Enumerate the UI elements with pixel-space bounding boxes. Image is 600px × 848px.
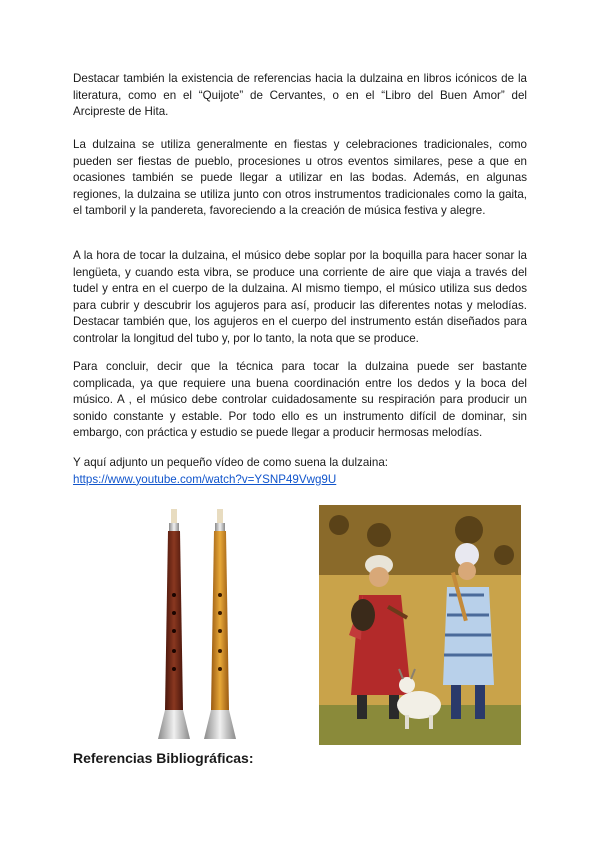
paragraph-literature: Destacar también la existencia de referencias hacia la dulzaina en libros icónicos de la literatura, como en el “Quijote” de Cervantes, o en el “Libro del Buen Amor” del Arcipreste de Hita.	[73, 72, 527, 119]
video-intro-text: Y aquí adjunto un pequeño vídeo de como suena la dulzaina:	[73, 456, 388, 469]
dark-dulzaina-icon	[158, 509, 190, 739]
light-dulzaina-icon	[204, 509, 236, 739]
bibliography-heading: Referencias Bibliográficas:	[73, 750, 254, 766]
paragraph-conclusion: Para concluir, decir que la técnica para tocar la dulzaina puede ser bastante complicada, ya que requiere una buena coordinación entre los dedos y la boca del músico. A , el músico debe controlar cuidadosamente su respiración para producir un sonido constante y estable. Por todo ello es un instrumento difícil de dominar, sin embargo, con práctica y estudio se puede llegar a producir hermosas melodías.	[73, 360, 527, 440]
video-paragraph	[73, 455, 527, 488]
youtube-link[interactable]: https://www.youtube.com/watch?v=YSNP49Vwg9U	[73, 472, 337, 486]
medieval-musicians-painting	[319, 505, 521, 745]
paragraph-festivities: La dulzaina se utiliza generalmente en fiestas y celebraciones tradicionales, como pueden ser fiestas de pueblo, procesiones u otros eventos similares, pese a que en ocasiones también se puede llegar a utilizar en las bodas. Además, en algunas regiones, la dulzaina se utiliza junto con otros instrumentos tradicionales como la gaita, el tamboril y la pandereta, favoreciendo a la creación de música festiva y alegre.	[73, 138, 527, 218]
paragraph-technique: A la hora de tocar la dulzaina, el músico debe soplar por la boquilla para hacer sonar la lengüeta, y cuando esta vibra, se produce una corriente de aire que viaja a través del tudel y entra en el cuerpo de la dulzaina. Al mismo tiempo, el músico utiliza sus dedos para cubrir y descubrir los agujeros para así, producir las diferentes notas y melodías. Destacar también que, los agujeros en el cuerpo del instrumento están diseñados para controlar la longitud del tubo y, por lo tanto, la nota que se produce.	[73, 249, 527, 345]
dulzaina-instruments-image	[150, 505, 250, 745]
